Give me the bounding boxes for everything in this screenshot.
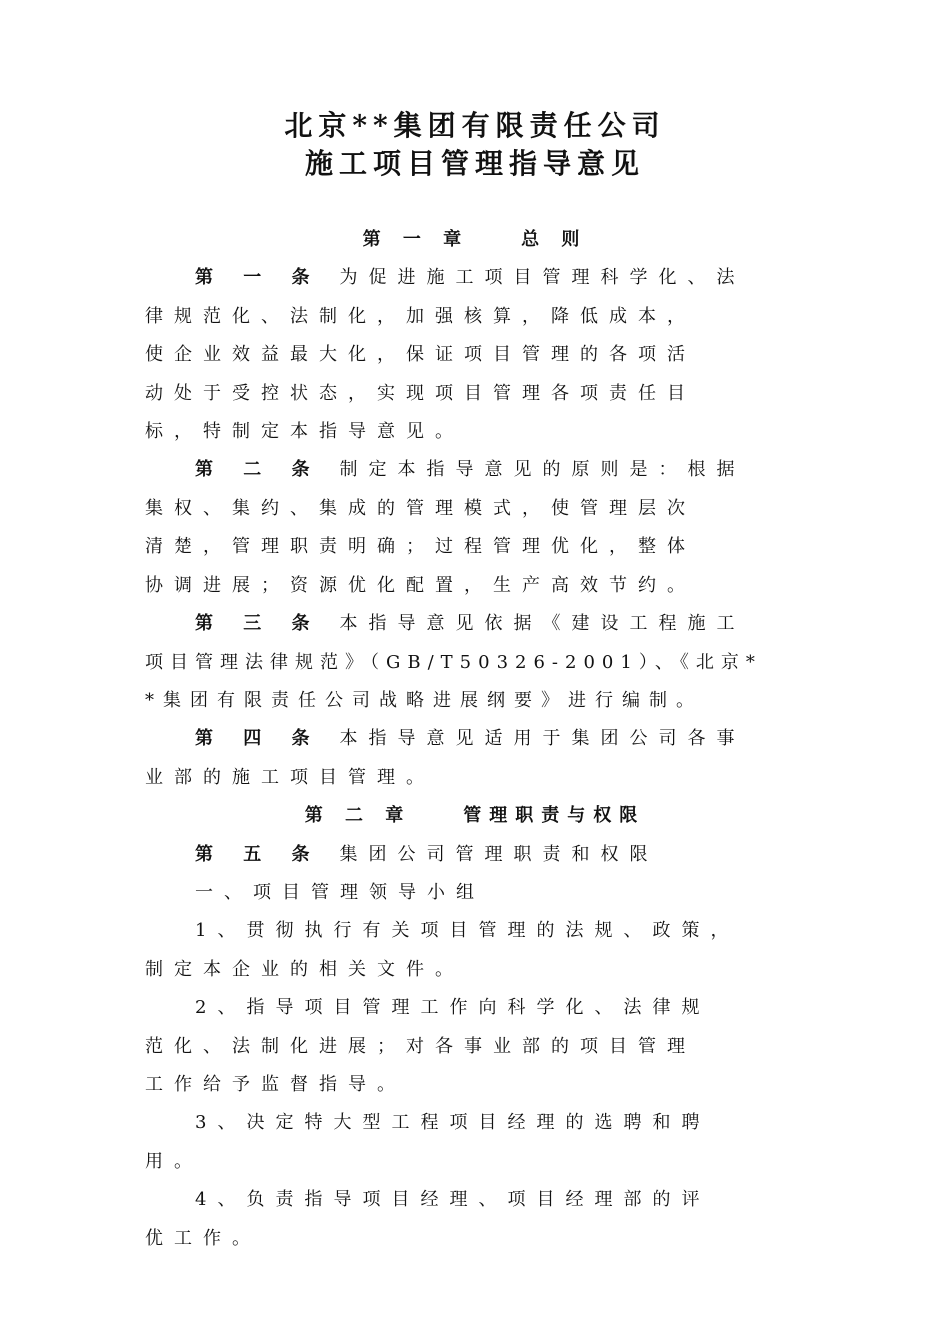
article-2-first-line: [195, 458, 815, 482]
item-3-line-2: 用。: [145, 1151, 203, 1172]
article-4-first-line: [195, 727, 815, 751]
item-1-line-2: 制定本企业的相关文件。: [145, 959, 464, 980]
article-2-line-4: 协调进展；资源优化配置，生产高效节约。: [145, 575, 696, 596]
chapter-1-heading: 第 一 章 总 则: [362, 229, 588, 250]
item-4-line-2: 优工作。: [145, 1228, 261, 1249]
document-title-line-1: 北京**集团有限责任公司: [284, 109, 666, 142]
article-2-line-2: 集权、集约、集成的管理模式，使管理层次: [145, 498, 696, 519]
article-2-text: 制定本指导意见的原则是：根据: [339, 459, 746, 480]
article-4-text: 本指导意见适用于集团公司各事: [339, 728, 746, 749]
article-3-first-line: [195, 612, 815, 636]
article-2-line-3: 清楚，管理职责明确；过程管理优化，整体: [145, 536, 696, 557]
article-5-first-line: [195, 843, 815, 867]
document-title-line-2: 施工项目管理指导意见: [304, 147, 645, 180]
article-5-text: 集团公司管理职责和权限: [339, 844, 659, 865]
article-4-line-2: 业部的施工项目管理。: [145, 767, 435, 788]
article-5-label: 第 五 条: [195, 844, 322, 865]
article-3-line-3: *集团有限责任公司战略进展纲要》进行编制。: [145, 690, 703, 711]
article-1-text: 为促进施工项目管理科学化、法: [339, 267, 746, 288]
article-1-label: 第 一 条: [195, 267, 322, 288]
item-2-line-1: 2、指导项目管理工作向科学化、法律规: [195, 997, 711, 1018]
item-2-line-3: 工作给予监督指导。: [145, 1074, 406, 1095]
chapter-2-heading: 第 二 章 管理职责与权限: [304, 805, 646, 826]
article-3-line-2: 项目管理法律规范》（GB/T50326-2001）、《北京*: [145, 652, 762, 673]
item-1-line-1: 1、贯彻执行有关项目管理的法规、政策，: [195, 920, 740, 941]
article-4-label: 第 四 条: [195, 728, 322, 749]
article-1-line-5: 标，特制定本指导意见。: [145, 421, 464, 442]
article-3-text: 本指导意见依据《建设工程施工: [339, 613, 746, 634]
article-3-label: 第 三 条: [195, 613, 322, 634]
item-3-line-1: 3、决定特大型工程项目经理的选聘和聘: [195, 1112, 711, 1133]
section-1-heading: 一、项目管理领导小组: [195, 882, 485, 903]
article-1-line-3: 使企业效益最大化，保证项目管理的各项活: [145, 344, 696, 365]
article-1-line-4: 动处于受控状态，实现项目管理各项责任目: [145, 383, 696, 404]
item-4-line-1: 4、负责指导项目经理、项目经理部的评: [195, 1189, 711, 1210]
item-2-line-2: 范化、法制化进展；对各事业部的项目管理: [145, 1036, 696, 1057]
article-2-label: 第 二 条: [195, 459, 322, 480]
article-1-first-line: [195, 266, 815, 290]
article-1-line-2: 律规范化、法制化，加强核算，降低成本，: [145, 306, 696, 327]
